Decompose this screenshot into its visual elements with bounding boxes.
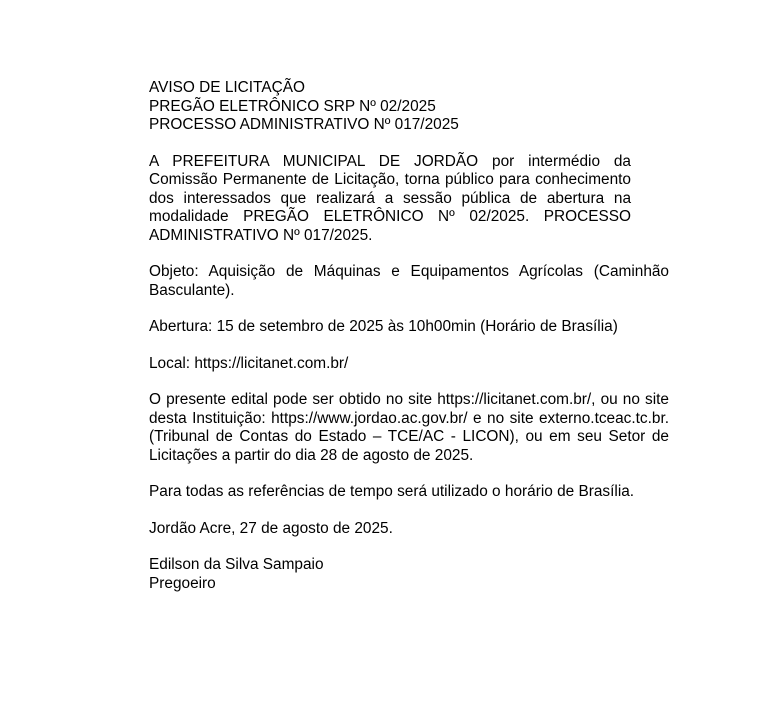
intro-paragraph: A PREFEITURA MUNICIPAL DE JORDÃO por intermédio da Comissão Permanente de Licitação, torna público para conhecimento dos interessados que realizará a sessão pública de abertura na modalidade PREGÃO ELETRÔNICO Nº 02/2025. PROCESSO ADMINISTRATIVO Nº 017/2025. — [149, 152, 631, 244]
date-place: Jordão Acre, 27 de agosto de 2025. — [149, 519, 393, 537]
location-paragraph: Local: https://licitanet.com.br/ — [149, 354, 349, 372]
object-paragraph: Objeto: Aquisição de Máquinas e Equipamentos Agrícolas (Caminhão Basculante). — [149, 263, 669, 299]
timezone-paragraph: Para todas as referências de tempo será utilizado o horário de Brasília. — [149, 483, 635, 500]
pregao-number: PREGÃO ELETRÔNICO SRP Nº 02/2025 — [149, 97, 436, 115]
signer-role: Pregoeiro — [149, 574, 216, 592]
notice-header — [149, 79, 669, 135]
signature-block — [149, 556, 669, 593]
process-number: PROCESSO ADMINISTRATIVO Nº 017/2025 — [149, 116, 459, 133]
edital-paragraph: O presente edital pode ser obtido no site https://licitanet.com.br/, ou no site desta Instituição: https://www.jordao.ac.gov.br/ e no site externo.tceac.tc.br. (Tribunal de Contas do Estado – TCE/AC - LICON), ou em seu Setor de Licitações a partir do dia 28 de agosto de 2025. — [149, 391, 669, 464]
opening-paragraph: Abertura: 15 de setembro de 2025 às 10h00min (Horário de Brasília) — [149, 318, 618, 335]
signer-name: Edilson da Silva Sampaio — [149, 556, 324, 573]
notice-document — [149, 79, 669, 593]
notice-title: AVISO DE LICITAÇÃO — [149, 79, 305, 96]
